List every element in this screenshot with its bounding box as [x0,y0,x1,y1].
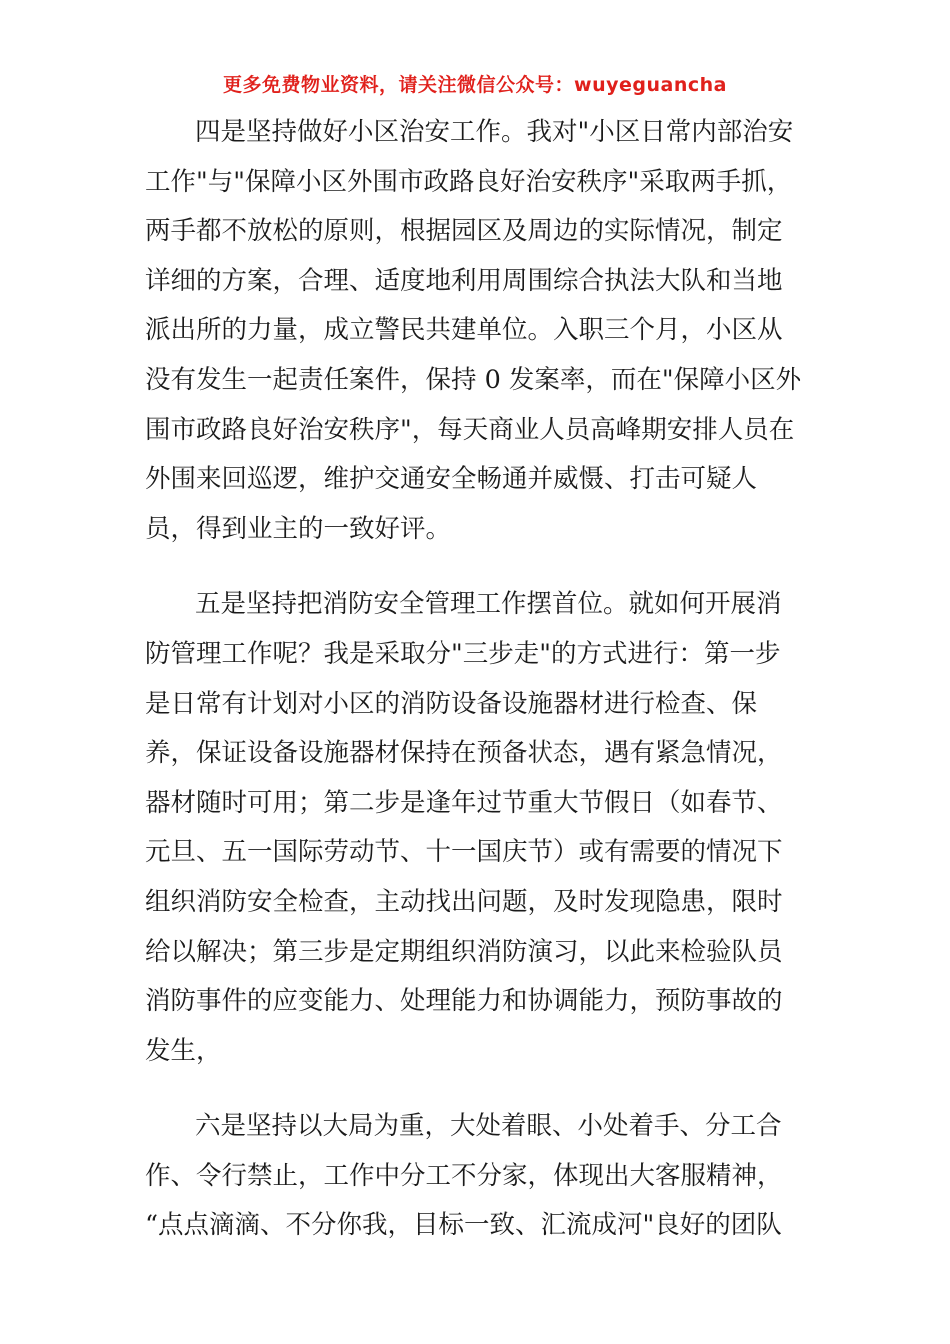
paragraph-line: 围市政路良好治安秩序"，每天商业人员高峰期安排人员在 [145,414,795,445]
paragraph-line: 六是坚持以大局为重，大处着眼、小处着手、分工合 [195,1111,782,1142]
paragraph-line: 四是坚持做好小区治安工作。我对"小区日常内部治安 [195,117,794,147]
wechat-notice-header: 更多免费物业资料，请关注微信公众号：wuyeguancha [223,74,727,96]
paragraph-line: 五是坚持把消防安全管理工作摆首位。就如何开展消 [195,589,782,620]
paragraph-line: 没有发生一起责任案件，保持 0 发案率，而在"保障小区外 [145,364,802,395]
paragraph-line: 器材随时可用；第二步是逢年过节重大节假日（如春节、 [145,787,783,818]
paragraph-line: 工作"与"保障小区外围市政路良好治安秩序"采取两手抓， [145,166,793,197]
paragraph-line: 两手都不放松的原则，根据园区及周边的实际情况，制定 [145,216,783,247]
paragraph-line: 组织消防安全检查，主动找出问题，及时发现隐患，限时 [145,886,783,917]
document-body [145,108,805,1251]
paragraph-line: 派出所的力量，成立警民共建单位。入职三个月，小区从 [145,315,783,346]
paragraph-line: 发生， [145,1035,222,1066]
paragraph-line: 元旦、五一国际劳动节、十一国庆节）或有需要的情况下 [145,837,783,868]
paragraph-line: 是日常有计划对小区的消防设备设施器材进行检查、保 [145,688,758,719]
paragraph-line: 详细的方案，合理、适度地利用周围综合执法大队和当地 [145,265,783,296]
paragraph-line: “点点滴滴、不分你我，目标一致、汇流成河"良好的团队 [145,1210,782,1241]
paragraph-line: 消防事件的应变能力、处理能力和协调能力，预防事故的 [145,986,783,1017]
paragraph-line: 员，得到业主的一致好评。 [145,513,452,544]
paragraph-gap [145,1076,805,1102]
paragraph-line: 作、令行禁止，工作中分工不分家，体现出大客服精神， [145,1160,783,1191]
paragraph-teamwork [145,1102,805,1251]
paragraph-line: 养，保证设备设施器材保持在预备状态，遇有紧急情况， [145,738,783,769]
paragraph-security [145,108,805,554]
paragraph-line: 外围来回巡逻，维护交通安全畅通并威慑、打击可疑人 [145,464,758,495]
paragraph-line: 防管理工作呢？我是采取分"三步走"的方式进行：第一步 [145,638,781,669]
paragraph-fire-safety [145,580,805,1076]
paragraph-line: 给以解决；第三步是定期组织消防演习，以此来检验队员 [145,936,783,967]
paragraph-gap [145,554,805,580]
